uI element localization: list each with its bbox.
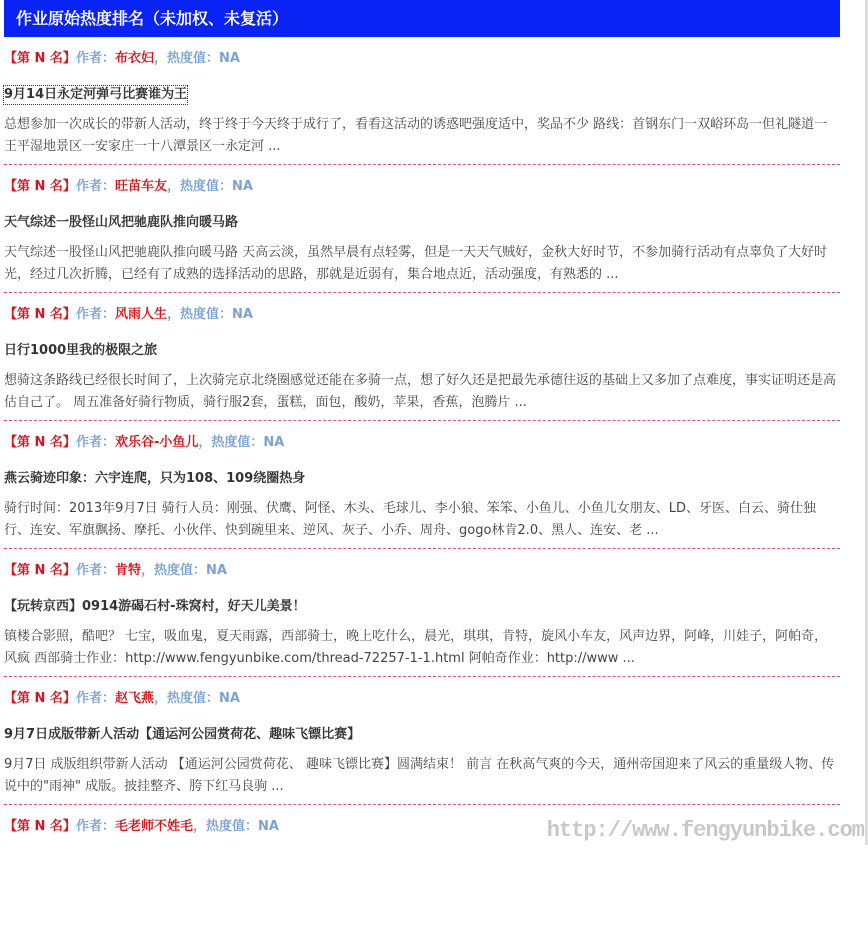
rank-label: 【第 N 名】: [4, 307, 76, 322]
author-name[interactable]: 布衣妇: [114, 51, 154, 66]
post-title-link[interactable]: 燕云骑迹印象：六宇连爬，只为108、109绕圈热身: [4, 471, 306, 486]
author-label: 作者：: [75, 563, 115, 578]
heat-label: ，热度值：: [166, 179, 232, 194]
rank-label: 【第 N 名】: [4, 691, 76, 706]
author-label: 作者：: [75, 51, 115, 66]
divider: [4, 548, 840, 549]
author-name[interactable]: 旺苗车友: [114, 179, 167, 194]
heat-value: NA: [218, 51, 240, 66]
heat-label: ，热度值：: [192, 819, 258, 834]
post-excerpt: 想骑这条路线已经很长时间了，上次骑完京北绕圈感觉还能在多骑一点，想了好久还是把最先承德往返的基础上又多加了点难度，事实证明还是高估自己了。 周五准备好骑行物质，骑行服2套，蛋糕，面包，酸奶，苹果，香蕉，泡腾片 ...: [4, 373, 837, 410]
list-item: [4, 428, 840, 556]
page-title: 作业原始热度排名（未加权、未复活）: [4, 0, 840, 37]
post-title-link[interactable]: 天气综述一股怪山风把驰鹿队推向暖马路: [4, 215, 239, 230]
author-name[interactable]: 肯特: [114, 563, 141, 578]
rank-line: [4, 561, 227, 581]
rank-label: 【第 N 名】: [4, 51, 76, 66]
author-label: 作者：: [75, 435, 115, 450]
rank-line: [4, 177, 253, 197]
rank-label: 【第 N 名】: [4, 179, 76, 194]
heat-value: NA: [231, 307, 253, 322]
author-name[interactable]: 毛老师不姓毛: [114, 819, 193, 834]
author-label: 作者：: [75, 179, 115, 194]
post-excerpt: 镇楼合影照，酷吧？ 七宝，吸血鬼，夏天雨露，西部骑士，晚上吃什么，晨光，琪琪，肯特，旋风小车友，风声边界，阿峰，川娃子，阿帕奇，风疯 西部骑士作业：http://www.fengyunbike.com/thread-72257-1-1.html 阿帕奇作业：http://www ...: [4, 629, 828, 666]
list-item: [4, 684, 840, 812]
post-title-link[interactable]: 日行1000里我的极限之旅: [4, 343, 158, 358]
rank-line: [4, 817, 279, 837]
heat-value: NA: [205, 563, 227, 578]
heat-value: NA: [257, 819, 279, 834]
author-label: 作者：: [75, 691, 115, 706]
rank-line: [4, 689, 240, 709]
heat-value: NA: [231, 179, 253, 194]
list-item: [4, 556, 840, 684]
list-item: [4, 44, 840, 172]
post-title-link[interactable]: 9月7日成版带新人活动【通运河公园赏荷花、趣味飞镖比赛】: [4, 727, 361, 742]
list-item: [4, 300, 840, 428]
author-name[interactable]: 欢乐谷-小鱼儿: [114, 435, 199, 450]
author-label: 作者：: [75, 307, 115, 322]
post-excerpt: 天气综述一股怪山风把驰鹿队推向暖马路 天高云淡，虽然早晨有点轻雾，但是一天天气贼好，金秋大好时节，不参加骑行活动有点辜负了大好时光，经过几次折腾，已经有了成熟的选择活动的思路，那就是近弱有，集合地点近，活动强度，有熟悉的 ...: [4, 245, 828, 282]
author-label: 作者：: [75, 819, 115, 834]
author-name[interactable]: 赵飞燕: [114, 691, 154, 706]
post-excerpt: 总想参加一次成长的带新人活动，终于终于今天终于成行了，看看这活动的诱惑吧强度适中，奖品不少 路线：首钢东门一双峪环岛一但礼隧道一王平湿地景区一安家庄一十八潭景区一永定河 ...: [4, 117, 828, 154]
post-title-link[interactable]: 【玩转京西】0914游碣石村-珠窝村，好天儿美景！: [4, 599, 306, 614]
rank-label: 【第 N 名】: [4, 819, 76, 834]
post-excerpt: 骑行时间：2013年9月7日 骑行人员：刚强、伏鹰、阿怪、木头、毛球儿、李小狼、笨笨、小鱼儿、小鱼儿女朋友、LD、牙医、白云、骑仕独行、连安、军旗飘扬、摩托、小伙伴、快到碗里来、逆风、灰子、小乔、周舟、gogo林肯2.0、黑人、连安、老 ...: [4, 501, 817, 538]
rank-line: [4, 433, 284, 453]
divider: [4, 676, 840, 677]
heat-label: ，热度值：: [198, 435, 264, 450]
heat-value: NA: [218, 691, 240, 706]
watermark: http://www.fengyunbike.com: [546, 818, 864, 843]
post-title-link[interactable]: 9月14日永定河弹弓比赛谁为王: [4, 87, 188, 102]
rank-label: 【第 N 名】: [4, 563, 76, 578]
heat-value: NA: [263, 435, 285, 450]
divider: [4, 164, 840, 165]
list-item: [4, 172, 840, 300]
divider: [4, 804, 840, 805]
divider: [4, 420, 840, 421]
divider: [4, 292, 840, 293]
rank-line: [4, 305, 253, 325]
heat-label: ，热度值：: [140, 563, 206, 578]
ranking-list: [4, 44, 840, 940]
rank-line: [4, 49, 240, 69]
author-name[interactable]: 风雨人生: [114, 307, 167, 322]
rank-label: 【第 N 名】: [4, 435, 76, 450]
heat-label: ，热度值：: [166, 307, 232, 322]
heat-label: ，热度值：: [153, 51, 219, 66]
heat-label: ，热度值：: [153, 691, 219, 706]
post-excerpt: 9月7日 成版组织带新人活动 【通运河公园赏荷花、 趣味飞镖比赛】圆满结束！ 前言 在秋高气爽的今天，通州帝国迎来了风云的重量级人物、传说中的"雨神" 成版。披挂整齐、胯下红马良驹 ...: [4, 757, 835, 794]
